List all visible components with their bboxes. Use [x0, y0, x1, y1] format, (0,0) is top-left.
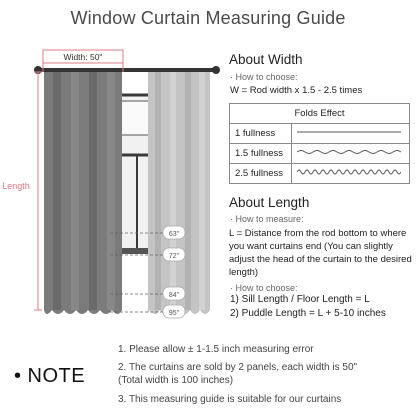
width-label: Width: 50" — [63, 52, 103, 62]
width-formula: W = Rod width x 1.5 - 2.5 times — [230, 85, 363, 96]
note-item: 3. This measuring guide is suitable for our curtains — [118, 394, 342, 405]
about-width-title: About Width — [229, 52, 303, 67]
bullet-icon: · — [230, 283, 236, 293]
table-row — [230, 164, 410, 184]
folds-table-header: Folds Effect — [230, 104, 410, 124]
table-row — [230, 124, 410, 144]
light-curtain — [147, 72, 210, 314]
length-marker-72: 72" — [168, 253, 180, 260]
length-how-to-text: How to measure: — [235, 214, 304, 224]
length-label: Length — [2, 181, 30, 191]
sill-length-rule: 1) Sill Length / Floor Length = L — [230, 294, 370, 305]
length-marker-95: 95" — [168, 310, 180, 317]
length-how-to-choose — [230, 283, 298, 293]
fullness-label: 1 fullness — [230, 124, 292, 144]
dark-curtain — [44, 72, 122, 314]
note-item: 2. The curtains are sold by 2 panels, each width is 50" — [118, 362, 358, 373]
curtain-illustration — [0, 42, 225, 332]
about-length-title: About Length — [229, 195, 310, 210]
note-item-continuation: (Total width is 100 inches) — [118, 375, 234, 386]
bullet-icon: · — [230, 214, 236, 224]
fold-straight-line-icon — [292, 124, 410, 144]
table-row — [230, 144, 410, 164]
note-label: • NOTE — [14, 365, 86, 387]
length-marker-84: 84" — [168, 292, 180, 299]
fold-gentle-wave-icon — [292, 144, 410, 164]
puddle-length-rule: 2) Puddle Length = L + 5-10 inches — [230, 308, 386, 319]
length-how-to — [230, 214, 304, 224]
page-title: Window Curtain Measuring Guide — [70, 8, 346, 28]
fullness-label: 2.5 fullness — [230, 164, 292, 184]
length-marker-63: 63" — [168, 231, 180, 238]
length-definition: L = Distance from the rod bottom to where you want curtains end (You can slightly adjust the head of the curtain to the desired length) — [229, 228, 412, 278]
folds-effect-table — [229, 103, 410, 184]
width-how-to — [230, 72, 298, 82]
fold-tight-wave-icon — [292, 164, 410, 184]
length-measure — [34, 72, 42, 310]
bullet-icon: · — [230, 72, 236, 82]
width-how-to-text: How to choose: — [235, 72, 298, 82]
fullness-label: 1.5 fullness — [230, 144, 292, 164]
length-how-to-choose-text: How to choose: — [235, 283, 298, 293]
note-item: 1. Please allow ± 1-1.5 inch measuring error — [118, 344, 314, 355]
